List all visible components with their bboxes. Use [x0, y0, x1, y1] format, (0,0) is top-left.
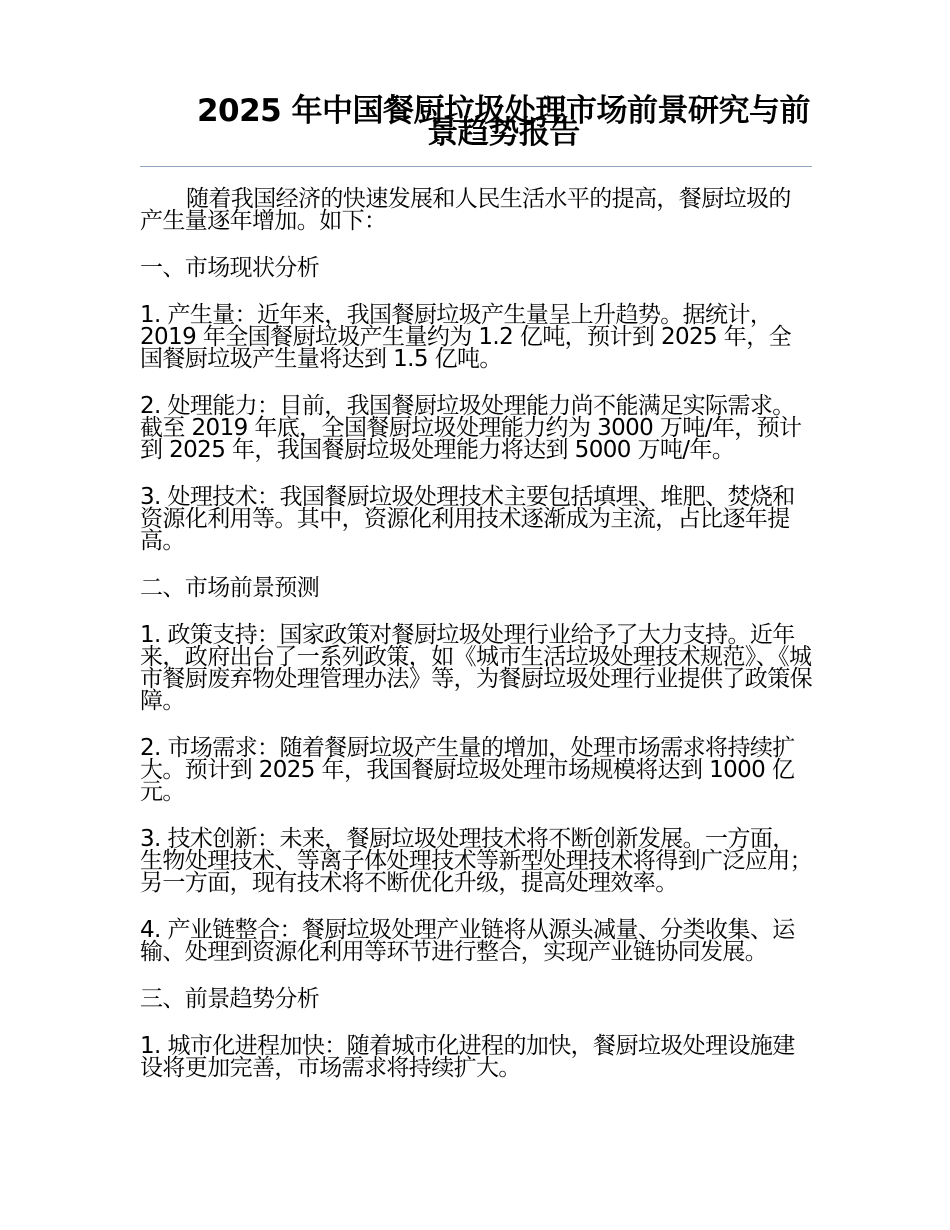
section-heading-trend-analysis: 三、前景趋势分析	[140, 986, 320, 1012]
title-divider	[140, 166, 812, 167]
section-heading-market-status: 一、市场现状分析	[140, 255, 320, 281]
document-page	[140, 93, 813, 1081]
paragraph-industry-chain: 4. 产业链整合：餐厨垃圾处理产业链将从源头减量、分类收集、运输、处理到资源化利用等环节进行整合，实现产业链协同发展。	[140, 917, 795, 965]
document-title: 2025 年中国餐厨垃圾处理市场前景研究与前景趋势报告	[196, 93, 811, 151]
paragraph-urbanization: 1. 城市化进程加快：随着城市化进程的加快，餐厨垃圾处理设施建设将更加完善，市场需求将持续扩大。	[140, 1033, 795, 1081]
paragraph-processing-capacity: 2. 处理能力：目前，我国餐厨垃圾处理能力尚不能满足实际需求。截至 2019 年底，全国餐厨垃圾处理能力约为 3000 万吨/年，预计到 2025 年，我国餐厨垃圾处理能力将达到 5000 万吨/年。	[140, 393, 802, 463]
paragraph-market-demand: 2. 市场需求：随着餐厨垃圾产生量的增加，处理市场需求将持续扩大。预计到 2025 年，我国餐厨垃圾处理市场规模将达到 1000 亿元。	[140, 735, 795, 805]
paragraph-technology-innovation: 3. 技术创新：未来，餐厨垃圾处理技术将不断创新发展。一方面，生物处理技术、等离子体处理技术等新型处理技术将得到广泛应用；另一方面，现有技术将不断优化升级，提高处理效率。	[140, 826, 813, 896]
intro-paragraph: 随着我国经济的快速发展和人民生活水平的提高，餐厨垃圾的产生量逐年增加。如下：	[140, 186, 791, 234]
paragraph-production-volume: 1. 产生量：近年来，我国餐厨垃圾产生量呈上升趋势。据统计，2019 年全国餐厨垃圾产生量约为 1.2 亿吨，预计到 2025 年，全国餐厨垃圾产生量将达到 1.5 亿吨。	[140, 302, 791, 372]
paragraph-policy-support: 1. 政策支持：国家政策对餐厨垃圾处理行业给予了大力支持。近年来，政府出台了一系列政策，如《城市生活垃圾处理技术规范》、《城市餐厨废弃物处理管理办法》等，为餐厨垃圾处理行业提供了政策保障。	[140, 622, 813, 714]
section-heading-market-forecast: 二、市场前景预测	[140, 575, 320, 601]
paragraph-processing-technology: 3. 处理技术：我国餐厨垃圾处理技术主要包括填埋、堆肥、焚烧和资源化利用等。其中，资源化利用技术逐渐成为主流，占比逐年提高。	[140, 484, 795, 554]
